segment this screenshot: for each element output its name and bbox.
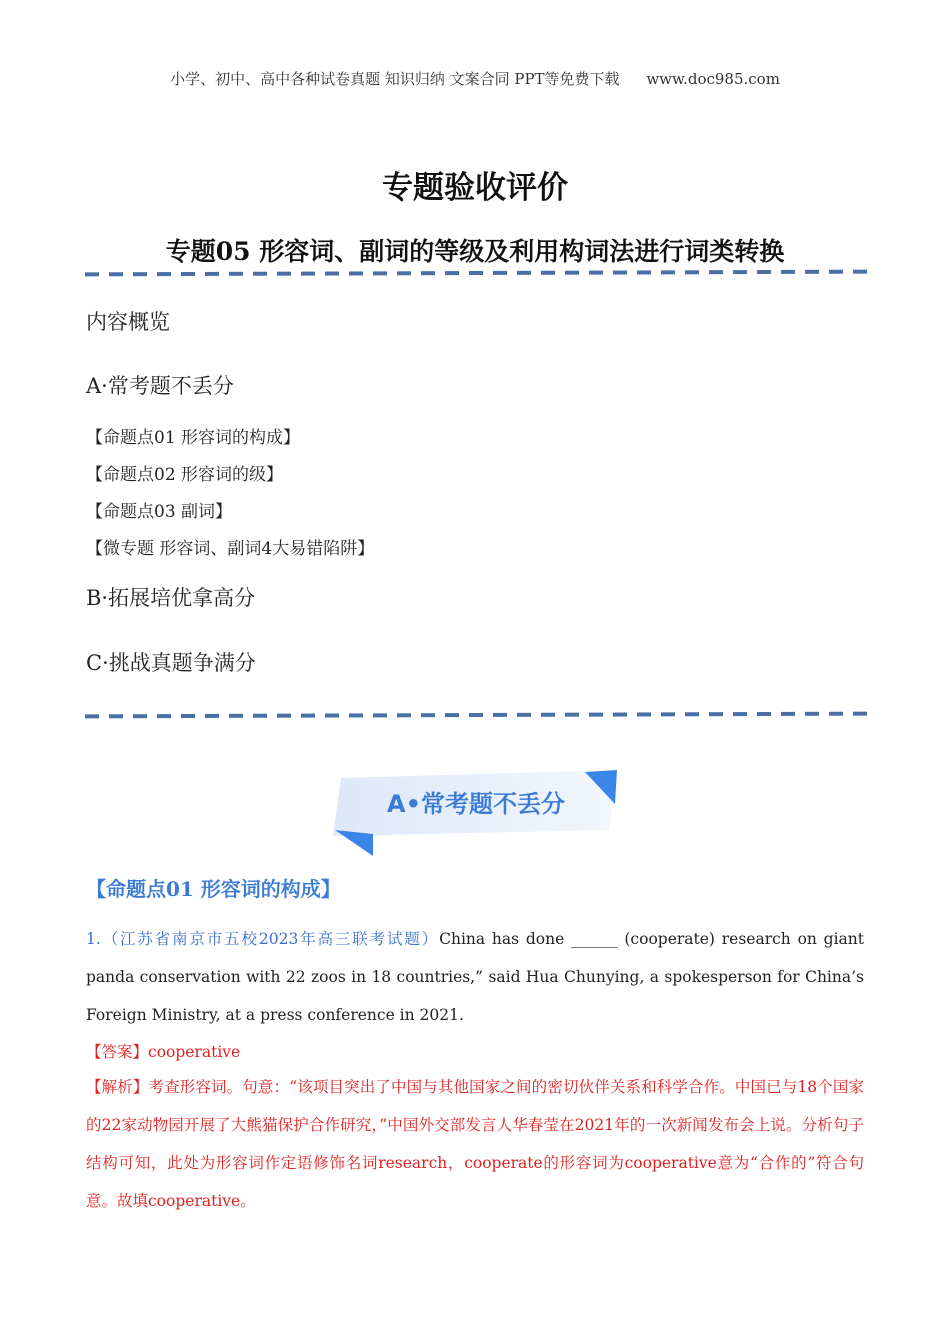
analysis-paragraph xyxy=(86,1068,864,1220)
answer-label: 【答案】 xyxy=(86,1043,149,1061)
top-dashed-divider xyxy=(85,270,870,277)
question-text-before: China has done xyxy=(439,930,572,948)
banner-label: A•常考题不丢分 xyxy=(387,790,565,818)
toc-section-a: A·常考题不丢分 xyxy=(86,374,234,398)
page-title: 专题验收评价 xyxy=(382,170,568,206)
page-subtitle: 专题05 形容词、副词的等级及利用构词法进行词类转换 xyxy=(165,237,785,266)
bottom-dashed-divider xyxy=(85,712,870,719)
analysis-text: 考查形容词。句意：“该项目突出了中国与其他国家之间的密切伙伴关系和科学合作。中国已与18个国家的22家动物园开展了大熊猫保护合作研究，”中国外交部发言人华春莹在2021年的一次新闻发布会上说。分析句子结构可知，此处为形容词作定语修饰名词research，cooperate的形容词为cooperative意为“合作的”符合句意。故填cooperative。 xyxy=(86,1078,864,1210)
header-url[interactable]: www.doc985.com xyxy=(646,70,780,88)
question-blank: ______ xyxy=(571,930,618,948)
question-source: （江苏省南京市五校2023年高三联考试题） xyxy=(100,930,440,948)
question-number: 1. xyxy=(86,930,101,948)
toc-section-c: C·挑战真题争满分 xyxy=(86,651,256,675)
category-heading: 【命题点01 形容词的构成】 xyxy=(86,877,341,901)
analysis-label: 【解析】 xyxy=(86,1078,149,1096)
answer-value: cooperative xyxy=(148,1043,241,1061)
page-header xyxy=(0,68,950,89)
toc-item: 【命题点02 形容词的级】 xyxy=(86,465,284,485)
toc-item: 【命题点01 形容词的构成】 xyxy=(86,428,301,448)
toc-section-b: B·拓展培优拿高分 xyxy=(86,586,256,610)
answer-line xyxy=(86,1040,240,1062)
header-text: 小学、初中、高中各种试卷真题 知识归纳 文案合同 PPT等免费下载 xyxy=(170,70,620,88)
question-text-after: (cooperate) research on giant panda conservation with 22 zoos in 18 countries,” said Hua Chunying, a spokesperson for China’s Foreign Ministry, at a press conference in 2021. xyxy=(86,930,864,1024)
section-banner xyxy=(333,770,619,856)
question-paragraph xyxy=(86,920,864,1034)
toc-item: 【微专题 形容词、副词4大易错陷阱】 xyxy=(86,539,375,559)
toc-heading: 内容概览 xyxy=(86,310,170,334)
toc-item: 【命题点03 副词】 xyxy=(86,502,233,522)
